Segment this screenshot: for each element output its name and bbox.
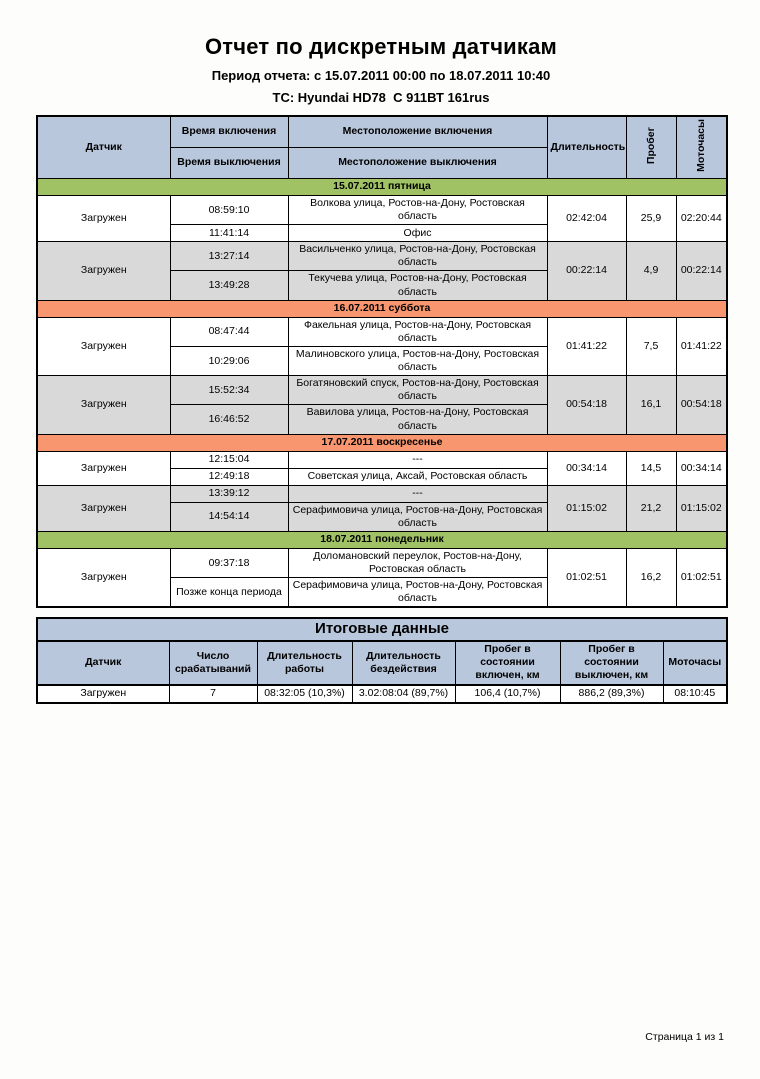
time-on-cell: 13:39:12 — [170, 485, 288, 502]
location-on-cell: Васильченко улица, Ростов-на-Дону, Ростовская область — [288, 242, 547, 271]
page-title: Отчет по дискретным датчикам — [204, 34, 558, 59]
time-on-cell: 08:59:10 — [170, 195, 288, 224]
summary-sensor-value: Загружен — [37, 685, 169, 703]
time-off-column-header: Время выключения — [170, 147, 288, 178]
time-on-cell: 12:15:04 — [170, 451, 288, 468]
time-on-cell: 13:27:14 — [170, 242, 288, 271]
day-section-header — [37, 300, 727, 317]
time-on-cell: 08:47:44 — [170, 317, 288, 346]
location-off-cell: Советская улица, Аксай, Ростовская область — [288, 468, 547, 485]
duration-column-header: Длительность — [547, 116, 626, 178]
time-off-cell: 11:41:14 — [170, 225, 288, 242]
table-row — [37, 195, 727, 224]
table-row — [37, 451, 727, 468]
summary-table — [36, 617, 728, 703]
location-on-cell: Факельная улица, Ростов-на-Дону, Ростовская область — [288, 317, 547, 346]
duration-cell: 02:42:04 — [547, 195, 626, 241]
duration-cell: 01:02:51 — [547, 548, 626, 607]
table-header-row — [37, 116, 727, 147]
engine-hours-column-label: Моточасы — [695, 119, 707, 172]
sensor-cell: Загружен — [37, 451, 170, 485]
location-off-cell: Офис — [288, 225, 547, 242]
sensor-cell: Загружен — [37, 317, 170, 376]
summary-work-duration-value: 08:32:05 (10,3%) — [257, 685, 352, 703]
mileage-cell: 21,2 — [626, 485, 676, 531]
summary-engine-hours-header: Моточасы — [663, 641, 727, 684]
table-row — [37, 485, 727, 502]
duration-cell: 01:41:22 — [547, 317, 626, 376]
day-section-header — [37, 434, 727, 451]
duration-cell: 00:34:14 — [547, 451, 626, 485]
summary-mileage-off-value: 886,2 (89,3%) — [560, 685, 663, 703]
engine-hours-cell: 00:34:14 — [676, 451, 727, 485]
sensor-column-header: Датчик — [37, 116, 170, 178]
location-on-cell: Доломановский переулок, Ростов-на-Дону, Ростовская область — [288, 548, 547, 577]
sensor-cell: Загружен — [37, 485, 170, 531]
location-on-cell: Богатяновский спуск, Ростов-на-Дону, Ростовская область — [288, 376, 547, 405]
table-row — [37, 548, 727, 577]
day-section-label: 16.07.2011 суббота — [37, 300, 727, 317]
mileage-cell: 4,9 — [626, 242, 676, 301]
mileage-column-header — [626, 116, 676, 178]
summary-mileage-on-value: 106,4 (10,7%) — [455, 685, 560, 703]
page-number: Страница 1 из 1 — [645, 1031, 724, 1043]
sensor-cell: Загружен — [37, 195, 170, 241]
day-section-label: 15.07.2011 пятница — [37, 178, 727, 195]
time-on-cell: 09:37:18 — [170, 548, 288, 577]
summary-title: Итоговые данные — [37, 618, 727, 641]
day-section-label: 17.07.2011 воскресенье — [37, 434, 727, 451]
duration-cell: 00:22:14 — [547, 242, 626, 301]
mileage-cell: 16,1 — [626, 376, 676, 435]
summary-trigger-count-header: Число срабатываний — [169, 641, 257, 684]
engine-hours-column-header — [676, 116, 727, 178]
summary-data-row — [37, 685, 727, 703]
location-on-column-header: Местоположение включения — [288, 116, 547, 147]
engine-hours-cell: 02:20:44 — [676, 195, 727, 241]
summary-sensor-header: Датчик — [37, 641, 169, 684]
location-off-column-header: Местоположение выключения — [288, 147, 547, 178]
table-row — [37, 376, 727, 405]
location-off-cell: Серафимовича улица, Ростов-на-Дону, Ростовская область — [288, 578, 547, 608]
sensor-cell: Загружен — [37, 376, 170, 435]
summary-idle-duration-value: 3.02:08:04 (89,7%) — [352, 685, 455, 703]
summary-title-row — [37, 618, 727, 641]
location-on-cell: --- — [288, 485, 547, 502]
mileage-cell: 7,5 — [626, 317, 676, 376]
mileage-cell: 25,9 — [626, 195, 676, 241]
time-off-cell: 12:49:18 — [170, 468, 288, 485]
summary-header-row — [37, 641, 727, 684]
duration-cell: 00:54:18 — [547, 376, 626, 435]
summary-trigger-count-value: 7 — [169, 685, 257, 703]
report-period: Период отчета: с 15.07.2011 00:00 по 18.07.2011 10:40 — [211, 68, 551, 83]
time-off-cell: 13:49:28 — [170, 271, 288, 300]
summary-work-duration-header: Длительность работы — [257, 641, 352, 684]
time-off-cell: Позже конца периода — [170, 578, 288, 608]
location-off-cell: Серафимовича улица, Ростов-на-Дону, Ростовская область — [288, 502, 547, 531]
location-off-cell: Малиновского улица, Ростов-на-Дону, Ростовская область — [288, 346, 547, 375]
summary-engine-hours-value: 08:10:45 — [663, 685, 727, 703]
table-row — [37, 242, 727, 271]
time-off-cell: 14:54:14 — [170, 502, 288, 531]
engine-hours-cell: 01:02:51 — [676, 548, 727, 607]
summary-mileage-off-header: Пробег в состоянии выключен, км — [560, 641, 663, 684]
mileage-column-label: Пробег — [644, 126, 657, 164]
report-vehicle: ТС: Hyundai HD78 С 911ВТ 161rus — [272, 90, 490, 105]
time-on-cell: 15:52:34 — [170, 376, 288, 405]
engine-hours-cell: 01:41:22 — [676, 317, 727, 376]
day-section-label: 18.07.2011 понедельник — [37, 531, 727, 548]
location-off-cell: Вавилова улица, Ростов-на-Дону, Ростовская область — [288, 405, 547, 434]
duration-cell: 01:15:02 — [547, 485, 626, 531]
time-off-cell: 10:29:06 — [170, 346, 288, 375]
mileage-cell: 16,2 — [626, 548, 676, 607]
location-on-cell: Волкова улица, Ростов-на-Дону, Ростовская область — [288, 195, 547, 224]
time-on-column-header: Время включения — [170, 116, 288, 147]
time-off-cell: 16:46:52 — [170, 405, 288, 434]
engine-hours-cell: 00:54:18 — [676, 376, 727, 435]
summary-idle-duration-header: Длительность бездействия — [352, 641, 455, 684]
engine-hours-cell: 00:22:14 — [676, 242, 727, 301]
mileage-cell: 14,5 — [626, 451, 676, 485]
sensor-cell: Загружен — [37, 548, 170, 607]
sensor-cell: Загружен — [37, 242, 170, 301]
day-section-header — [37, 531, 727, 548]
table-row — [37, 317, 727, 346]
engine-hours-cell: 01:15:02 — [676, 485, 727, 531]
summary-mileage-on-header: Пробег в состоянии включен, км — [455, 641, 560, 684]
day-section-header — [37, 178, 727, 195]
location-off-cell: Текучева улица, Ростов-на-Дону, Ростовская область — [288, 271, 547, 300]
location-on-cell: --- — [288, 451, 547, 468]
sensor-events-table — [36, 115, 728, 608]
